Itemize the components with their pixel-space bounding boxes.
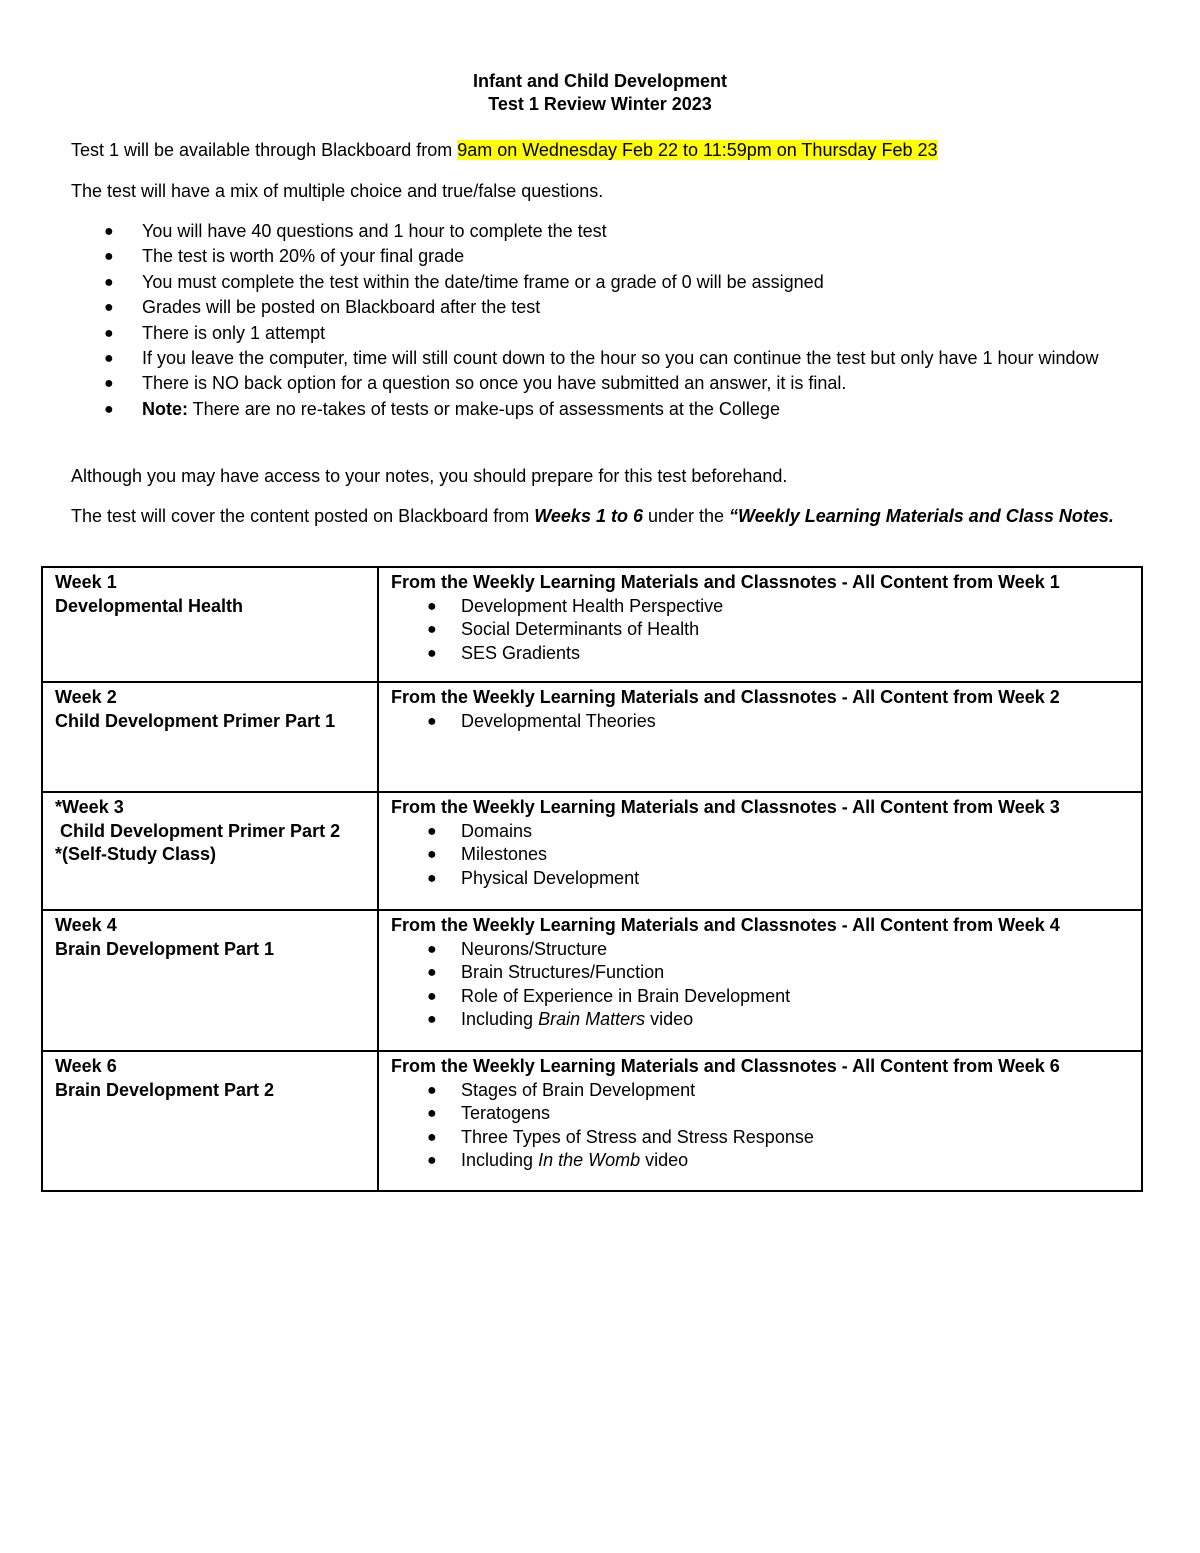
rule-text: If you leave the computer, time will still count down to the hour so you can continue the test but only have 1 hour window [142,348,1099,369]
coverage-weeks: Weeks 1 to 6 [534,506,643,526]
topic-item [391,710,1129,734]
content-heading: From the Weekly Learning Materials and Classnotes - All Content from Week 1 [391,572,1060,592]
topic-item [391,618,1129,642]
topic-text: Three Types of Stress and Stress Response [461,1126,814,1147]
topic-item [391,820,1129,844]
bullet-icon: ● [104,324,114,342]
week-label: Week 4 [55,915,117,935]
week-cell [42,567,378,682]
topic-emphasis: In the Womb [538,1150,641,1170]
bullet-icon: ● [104,223,114,240]
bullet-icon: ● [427,964,437,981]
rule-text: There is NO back option for a question so once you have submitted an answer, it is final. [142,373,847,394]
week-topic-line: *(Self-Study Class) [55,844,217,864]
bullet-icon: ● [104,350,114,368]
topic-text: Brain Structures/Function [461,962,665,982]
table-row [42,910,1142,1051]
rule-text: You will have 40 questions and 1 hour to complete the test [142,221,607,241]
content-heading: From the Weekly Learning Materials and Classnotes - All Content from Week 6 [391,1056,1060,1076]
weekly-content-table [41,566,1143,1192]
topic-emphasis: Brain Matters [538,1009,646,1029]
week-label: Week 2 [55,687,117,707]
table-row [42,567,1142,682]
week-label: Week 6 [55,1056,117,1076]
content-heading: From the Weekly Learning Materials and Classnotes - All Content from Week 3 [391,797,1060,817]
coverage-paragraph [71,504,1131,528]
prepare-paragraph: Although you may have access to your notes, you should prepare for this test beforehand. [71,466,788,486]
week-topic-line: Child Development Primer Part 1 [55,710,336,731]
bullet-icon: ● [104,299,114,317]
availability-prefix: Test 1 will be available through Blackboard from [71,140,458,160]
bullet-icon: ● [427,846,437,863]
topic-item [391,867,1129,891]
topic-text: Role of Experience in Brain Development [461,985,791,1006]
document-header [0,70,1200,116]
table-row [42,792,1142,910]
note-text: There are no re-takes of tests or make-ups of assessments at the College [188,398,780,419]
week-cell [42,910,378,1051]
topic-item [391,642,1129,666]
topic-item [391,1079,1129,1103]
rule-text: There is only 1 attempt [142,322,326,343]
topic-item [391,843,1129,867]
coverage-prefix: The test will cover the content posted on Blackboard from [71,506,535,526]
note-item [71,397,1131,422]
topic-text: Development Health Perspective [461,595,724,616]
week-label: Week 1 [55,572,117,592]
bullet-icon: ● [427,1152,437,1169]
table-row [42,1051,1142,1191]
topic-item [391,1102,1129,1126]
bullet-icon: ● [427,940,437,958]
topic-text: Physical Development [461,867,640,888]
topic-list [391,595,1129,666]
content-cell [378,910,1142,1051]
bullet-icon: ● [104,273,114,291]
bullet-icon: ● [427,621,437,638]
content-cell [378,1051,1142,1191]
bullet-icon: ● [427,712,437,730]
document-title: Infant and Child Development [472,71,727,91]
topic-text: Developmental Theories [461,710,656,731]
weekly-content-table-body [42,567,1142,1191]
rule-text: The test is worth 20% of your final grade [142,246,465,267]
topic-item [391,1008,1129,1032]
bullet-icon: ● [104,375,114,393]
content-heading: From the Weekly Learning Materials and Classnotes - All Content from Week 4 [391,915,1060,935]
week-cell [42,792,378,910]
table-row [42,682,1142,792]
week-label: *Week 3 [55,797,124,817]
rule-item [71,244,1131,269]
bullet-icon: ● [427,644,437,662]
bullet-icon: ● [427,822,437,840]
topic-item [391,1149,1129,1173]
week-cell [42,1051,378,1191]
availability-paragraph [71,138,1131,162]
topic-text: Including [461,1009,539,1029]
note-label: Note: [142,398,188,419]
topic-list [391,820,1129,891]
topic-text: Including [461,1150,539,1170]
rule-item [71,270,1131,295]
rule-item [71,371,1131,396]
topic-text: Domains [461,820,533,841]
topic-item [391,985,1129,1009]
rule-item [71,321,1131,346]
question-mix-paragraph: The test will have a mix of multiple choice and true/false questions. [71,181,604,201]
content-cell [378,682,1142,792]
topic-text: Stages of Brain Development [461,1079,696,1100]
bullet-icon: ● [104,248,114,266]
bullet-icon: ● [427,1128,437,1146]
rule-item [71,346,1131,371]
week-topic-line: Developmental Health [55,595,244,616]
topic-item [391,961,1129,985]
topic-text: SES Gradients [461,642,581,663]
coverage-materials: “Weekly Learning Materials and Class Notes. [729,506,1114,526]
rules-list [71,219,1131,422]
bullet-icon: ● [427,597,437,615]
bullet-icon: ● [427,1011,437,1028]
rule-text: You must complete the test within the date/time frame or a grade of 0 will be assigned [142,271,824,292]
rule-item [71,219,1131,244]
availability-highlight: 9am on Wednesday Feb 22 to 11:59pm on Thursday Feb 23 [457,140,938,160]
rule-text: Grades will be posted on Blackboard after the test [142,297,541,318]
topic-text: Teratogens [461,1103,551,1123]
week-topic-line: Brain Development Part 1 [55,938,275,959]
topic-item [391,595,1129,619]
topic-text: Neurons/Structure [461,938,608,959]
content-cell [378,567,1142,682]
week-cell [42,682,378,792]
rule-item [71,295,1131,320]
topic-list [391,938,1129,1032]
bullet-icon: ● [427,1081,437,1099]
topic-text-suffix: video [645,1009,694,1029]
week-topic-line: Brain Development Part 2 [55,1079,275,1100]
content-heading: From the Weekly Learning Materials and Classnotes - All Content from Week 2 [391,687,1060,707]
topic-list [391,1079,1129,1173]
week-topic-line: Child Development Primer Part 2 [55,820,341,841]
topic-list [391,710,1129,734]
topic-item [391,1126,1129,1150]
bullet-icon: ● [427,1105,437,1122]
topic-text: Social Determinants of Health [461,619,700,639]
document-subtitle: Test 1 Review Winter 2023 [488,94,712,114]
bullet-icon: ● [427,987,437,1005]
topic-item [391,938,1129,962]
topic-text-suffix: video [640,1150,689,1170]
bullet-icon: ● [104,400,114,418]
coverage-middle: under the [642,506,730,526]
bullet-icon: ● [427,869,437,887]
topic-text: Milestones [461,844,548,864]
content-cell [378,792,1142,910]
